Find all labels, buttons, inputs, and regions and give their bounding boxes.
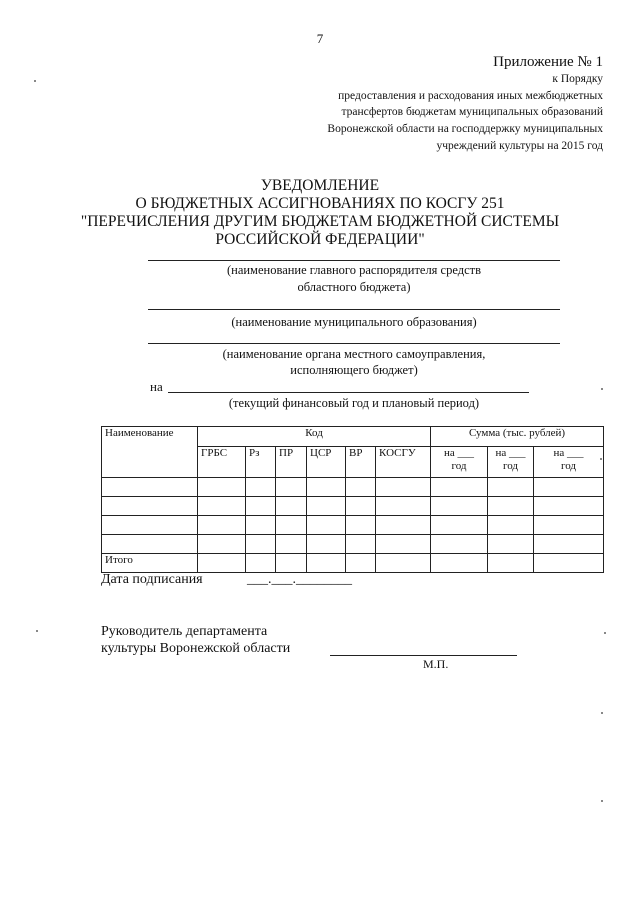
local-authority-field-line[interactable] xyxy=(148,343,560,344)
table-cell[interactable] xyxy=(534,478,604,497)
distributor-caption: (наименование главного распорядителя средств xyxy=(226,263,482,277)
table-cell[interactable] xyxy=(246,516,276,535)
table-cell[interactable] xyxy=(198,497,246,516)
table-row xyxy=(102,478,604,497)
distributor-field-line[interactable] xyxy=(148,260,560,261)
distributor-caption: областного бюджета) xyxy=(297,280,411,294)
year-label: на ___ xyxy=(553,447,584,459)
table-cell[interactable] xyxy=(488,535,534,554)
table-cell[interactable] xyxy=(307,497,346,516)
table-cell[interactable] xyxy=(198,478,246,497)
table-cell[interactable] xyxy=(431,478,488,497)
table-total-row xyxy=(102,554,604,573)
period-caption: (текущий финансовый год и плановый период) xyxy=(228,396,480,410)
table-cell[interactable] xyxy=(534,497,604,516)
scan-speck xyxy=(600,458,602,460)
appendix-line: предоставления и расходования иных межбюджетных xyxy=(338,90,603,102)
table-cell[interactable] xyxy=(246,497,276,516)
table-cell[interactable] xyxy=(246,554,276,573)
scan-speck xyxy=(601,712,603,714)
scan-speck xyxy=(34,80,36,82)
table-cell[interactable] xyxy=(431,497,488,516)
table-cell[interactable] xyxy=(376,516,431,535)
period-field-line[interactable] xyxy=(168,392,529,393)
document-subtitle: "ПЕРЕЧИСЛЕНИЯ ДРУГИМ БЮДЖЕТАМ БЮДЖЕТНОЙ СИСТЕМЫ xyxy=(80,213,560,230)
year-label: на ___ xyxy=(495,447,526,459)
table-cell[interactable] xyxy=(431,554,488,573)
code-grbs-header: ГРБС xyxy=(198,447,246,478)
table-cell[interactable] xyxy=(276,535,307,554)
municipality-field-line[interactable] xyxy=(148,309,560,310)
code-vr-header: ВР xyxy=(346,447,376,478)
table-cell[interactable] xyxy=(346,478,376,497)
signatory-title: Руководитель департамента xyxy=(101,624,268,639)
appendix-title: Приложение № 1 xyxy=(493,54,603,70)
appendix-line: к Порядку xyxy=(552,73,603,85)
table-cell[interactable] xyxy=(346,554,376,573)
table-cell[interactable] xyxy=(276,516,307,535)
table-cell[interactable] xyxy=(346,535,376,554)
stamp-placeholder: М.П. xyxy=(423,657,449,671)
year-label: год xyxy=(503,460,519,472)
table-cell[interactable] xyxy=(534,516,604,535)
code-column-header: Код xyxy=(198,427,431,447)
year-label: год xyxy=(451,460,467,472)
table-cell[interactable] xyxy=(376,535,431,554)
document-title: УВЕДОМЛЕНИЕ xyxy=(260,177,380,194)
table-cell[interactable] xyxy=(307,516,346,535)
table-cell[interactable] xyxy=(534,535,604,554)
year-column-header xyxy=(431,447,488,478)
table-cell[interactable] xyxy=(276,497,307,516)
code-rz-header: Рз xyxy=(246,447,276,478)
table-row xyxy=(102,497,604,516)
table-cell[interactable] xyxy=(307,554,346,573)
table-cell[interactable] xyxy=(307,535,346,554)
table-cell[interactable] xyxy=(102,535,198,554)
period-prefix: на xyxy=(150,379,163,394)
document-subtitle: РОССИЙСКОЙ ФЕДЕРАЦИИ" xyxy=(215,231,425,248)
budget-table xyxy=(101,426,604,573)
signatory-title: культуры Воронежской области xyxy=(101,641,291,656)
table-cell[interactable] xyxy=(198,554,246,573)
name-column-header: Наименование xyxy=(102,427,198,478)
signing-date-field[interactable]: ___.___.________ xyxy=(247,572,352,587)
table-cell[interactable] xyxy=(376,497,431,516)
table-cell[interactable] xyxy=(488,554,534,573)
table-cell[interactable] xyxy=(198,516,246,535)
code-pr-header: ПР xyxy=(276,447,307,478)
local-authority-caption: исполняющего бюджет) xyxy=(290,363,418,377)
scan-speck xyxy=(604,632,606,634)
table-cell[interactable] xyxy=(431,535,488,554)
table-header-row xyxy=(102,427,604,447)
table-cell[interactable] xyxy=(346,497,376,516)
signature-line[interactable] xyxy=(330,655,517,656)
signing-date-label: Дата подписания xyxy=(101,572,203,587)
table-cell[interactable] xyxy=(488,478,534,497)
table-row xyxy=(102,535,604,554)
table-cell[interactable] xyxy=(102,497,198,516)
table-row xyxy=(102,516,604,535)
table-cell[interactable] xyxy=(102,478,198,497)
table-cell[interactable] xyxy=(488,497,534,516)
municipality-caption: (наименование муниципального образования) xyxy=(231,315,477,329)
table-cell[interactable] xyxy=(534,554,604,573)
page-number: 7 xyxy=(316,31,324,46)
table-cell[interactable] xyxy=(376,478,431,497)
code-kosgu-header: КОСГУ xyxy=(376,447,431,478)
table-cell[interactable] xyxy=(307,478,346,497)
year-label: год xyxy=(561,460,577,472)
table-cell[interactable] xyxy=(346,516,376,535)
table-cell[interactable] xyxy=(246,535,276,554)
sum-column-header: Сумма (тыс. рублей) xyxy=(431,427,604,447)
table-cell[interactable] xyxy=(431,516,488,535)
local-authority-caption: (наименование органа местного самоуправления, xyxy=(222,347,486,361)
table-cell[interactable] xyxy=(276,554,307,573)
total-label: Итого xyxy=(102,554,198,573)
appendix-line: Воронежской области на господдержку муниципальных xyxy=(327,123,603,135)
table-cell[interactable] xyxy=(198,535,246,554)
document-subtitle: О БЮДЖЕТНЫХ АССИГНОВАНИЯХ ПО КОСГУ 251 xyxy=(135,195,505,212)
year-column-header xyxy=(488,447,534,478)
scan-speck xyxy=(36,630,38,632)
table-cell[interactable] xyxy=(276,478,307,497)
appendix-line: трансфертов бюджетам муниципальных образований xyxy=(341,106,603,118)
year-column-header xyxy=(534,447,604,478)
scan-speck xyxy=(601,800,603,802)
table-cell[interactable] xyxy=(246,478,276,497)
table-cell[interactable] xyxy=(376,554,431,573)
scan-speck xyxy=(601,388,603,390)
table-cell[interactable] xyxy=(102,516,198,535)
table-cell[interactable] xyxy=(488,516,534,535)
appendix-line: учреждений культуры на 2015 год xyxy=(436,140,603,152)
code-csr-header: ЦСР xyxy=(307,447,346,478)
year-label: на ___ xyxy=(444,447,475,459)
